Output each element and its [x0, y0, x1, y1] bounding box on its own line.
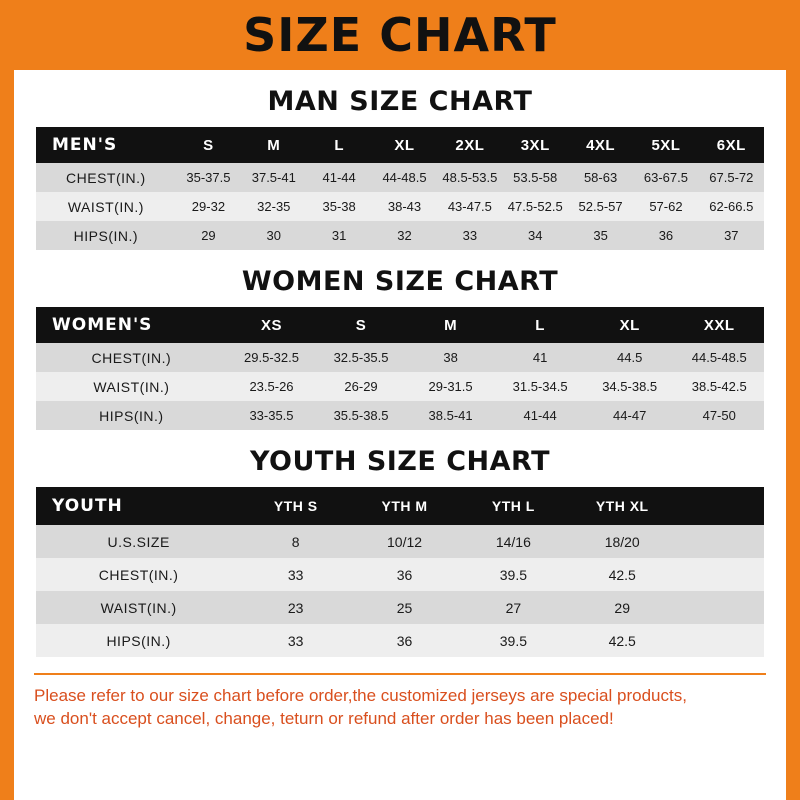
column-header: XS: [227, 307, 317, 343]
column-header: YTH L: [459, 487, 568, 525]
column-header: 4XL: [568, 127, 633, 163]
table-women-body: [36, 343, 764, 430]
cell: 29: [568, 591, 677, 624]
cell: 32.5-35.5: [316, 343, 406, 372]
cell: 41-44: [495, 401, 585, 430]
cell: 63-67.5: [633, 163, 698, 192]
column-header-spacer: [677, 487, 764, 525]
cell: 42.5: [568, 624, 677, 657]
cell: 36: [350, 558, 459, 591]
cell: 37: [699, 221, 764, 250]
table-row: [36, 192, 764, 221]
table-header-row: [36, 487, 764, 525]
column-header: XL: [372, 127, 437, 163]
cell: 62-66.5: [699, 192, 764, 221]
cell: 10/12: [350, 525, 459, 558]
row-label: WAIST(IN.): [36, 192, 176, 221]
cell: 39.5: [459, 624, 568, 657]
table-header-row: [36, 127, 764, 163]
table-youth: [36, 487, 764, 657]
cell: 41: [495, 343, 585, 372]
cell: 43-47.5: [437, 192, 502, 221]
table-row: [36, 525, 764, 558]
cell: 57-62: [633, 192, 698, 221]
column-header: 3XL: [503, 127, 568, 163]
cell: 23.5-26: [227, 372, 317, 401]
cell: 31.5-34.5: [495, 372, 585, 401]
section-title-youth: YOUTH SIZE CHART: [249, 446, 551, 477]
section-women: [14, 266, 786, 430]
cell: 30: [241, 221, 306, 250]
cell: 38-43: [372, 192, 437, 221]
table-man-body: [36, 163, 764, 250]
cell: 48.5-53.5: [437, 163, 502, 192]
cell: 38: [406, 343, 496, 372]
cell-spacer: [677, 525, 764, 558]
cell: 33: [241, 624, 350, 657]
cell: 34: [503, 221, 568, 250]
cell: 35.5-38.5: [316, 401, 406, 430]
table-youth-corner: YOUTH: [36, 487, 241, 525]
row-label: HIPS(IN.): [36, 401, 227, 430]
section-title-man: MAN SIZE CHART: [267, 86, 533, 117]
table-row: [36, 163, 764, 192]
row-label: U.S.SIZE: [36, 525, 241, 558]
cell: 26-29: [316, 372, 406, 401]
column-header: 2XL: [437, 127, 502, 163]
cell: 8: [241, 525, 350, 558]
cell: 35-37.5: [176, 163, 241, 192]
page-title: SIZE CHART: [243, 8, 557, 62]
cell: 41-44: [306, 163, 371, 192]
section-youth: [14, 446, 786, 657]
row-label: HIPS(IN.): [36, 221, 176, 250]
cell: 34.5-38.5: [585, 372, 675, 401]
cell: 47-50: [674, 401, 764, 430]
cell-spacer: [677, 624, 764, 657]
cell: 33: [241, 558, 350, 591]
column-header: 6XL: [699, 127, 764, 163]
column-header: YTH XL: [568, 487, 677, 525]
table-row: [36, 624, 764, 657]
row-label: CHEST(IN.): [36, 343, 227, 372]
cell: 39.5: [459, 558, 568, 591]
column-header: S: [316, 307, 406, 343]
cell: 53.5-58: [503, 163, 568, 192]
footer-note: [34, 673, 766, 731]
column-header: YTH S: [241, 487, 350, 525]
cell: 32: [372, 221, 437, 250]
table-youth-head: [36, 487, 764, 525]
cell: 35: [568, 221, 633, 250]
cell-spacer: [677, 591, 764, 624]
cell: 52.5-57: [568, 192, 633, 221]
cell: 47.5-52.5: [503, 192, 568, 221]
row-label: WAIST(IN.): [36, 372, 227, 401]
cell: 44-47: [585, 401, 675, 430]
cell: 44.5-48.5: [674, 343, 764, 372]
cell: 44.5: [585, 343, 675, 372]
table-women: [36, 307, 764, 430]
column-header: S: [176, 127, 241, 163]
column-header: 5XL: [633, 127, 698, 163]
column-header: XL: [585, 307, 675, 343]
cell: 33: [437, 221, 502, 250]
cell: 29-32: [176, 192, 241, 221]
column-header: L: [495, 307, 585, 343]
table-women-head: [36, 307, 764, 343]
cell: 31: [306, 221, 371, 250]
table-header-row: [36, 307, 764, 343]
row-label: HIPS(IN.): [36, 624, 241, 657]
footer-line-2: we don't accept cancel, change, teturn or refund after order has been placed!: [34, 708, 614, 728]
cell: 18/20: [568, 525, 677, 558]
section-title-women: WOMEN SIZE CHART: [241, 266, 559, 297]
cell: 36: [350, 624, 459, 657]
table-row: [36, 372, 764, 401]
cell-spacer: [677, 558, 764, 591]
cell: 23: [241, 591, 350, 624]
footer-line-1: Please refer to our size chart before order,the customized jerseys are special products,: [34, 686, 687, 705]
cell: 29: [176, 221, 241, 250]
column-header: XXL: [674, 307, 764, 343]
cell: 42.5: [568, 558, 677, 591]
section-man: [14, 86, 786, 250]
table-man: [36, 127, 764, 250]
table-row: [36, 401, 764, 430]
header-band: [0, 0, 800, 70]
table-row: [36, 591, 764, 624]
cell: 38.5-41: [406, 401, 496, 430]
table-women-corner: WOMEN'S: [36, 307, 227, 343]
cell: 35-38: [306, 192, 371, 221]
table-row: [36, 343, 764, 372]
column-header: M: [241, 127, 306, 163]
table-row: [36, 221, 764, 250]
cell: 27: [459, 591, 568, 624]
table-man-head: [36, 127, 764, 163]
row-label: CHEST(IN.): [36, 163, 176, 192]
column-header: L: [306, 127, 371, 163]
cell: 32-35: [241, 192, 306, 221]
cell: 37.5-41: [241, 163, 306, 192]
cell: 25: [350, 591, 459, 624]
cell: 29-31.5: [406, 372, 496, 401]
table-man-corner: MEN'S: [36, 127, 176, 163]
cell: 58-63: [568, 163, 633, 192]
cell: 33-35.5: [227, 401, 317, 430]
column-header: M: [406, 307, 496, 343]
cell: 36: [633, 221, 698, 250]
cell: 67.5-72: [699, 163, 764, 192]
cell: 38.5-42.5: [674, 372, 764, 401]
cell: 14/16: [459, 525, 568, 558]
column-header: YTH M: [350, 487, 459, 525]
cell: 29.5-32.5: [227, 343, 317, 372]
table-youth-body: [36, 525, 764, 657]
row-label: WAIST(IN.): [36, 591, 241, 624]
table-row: [36, 558, 764, 591]
cell: 44-48.5: [372, 163, 437, 192]
row-label: CHEST(IN.): [36, 558, 241, 591]
